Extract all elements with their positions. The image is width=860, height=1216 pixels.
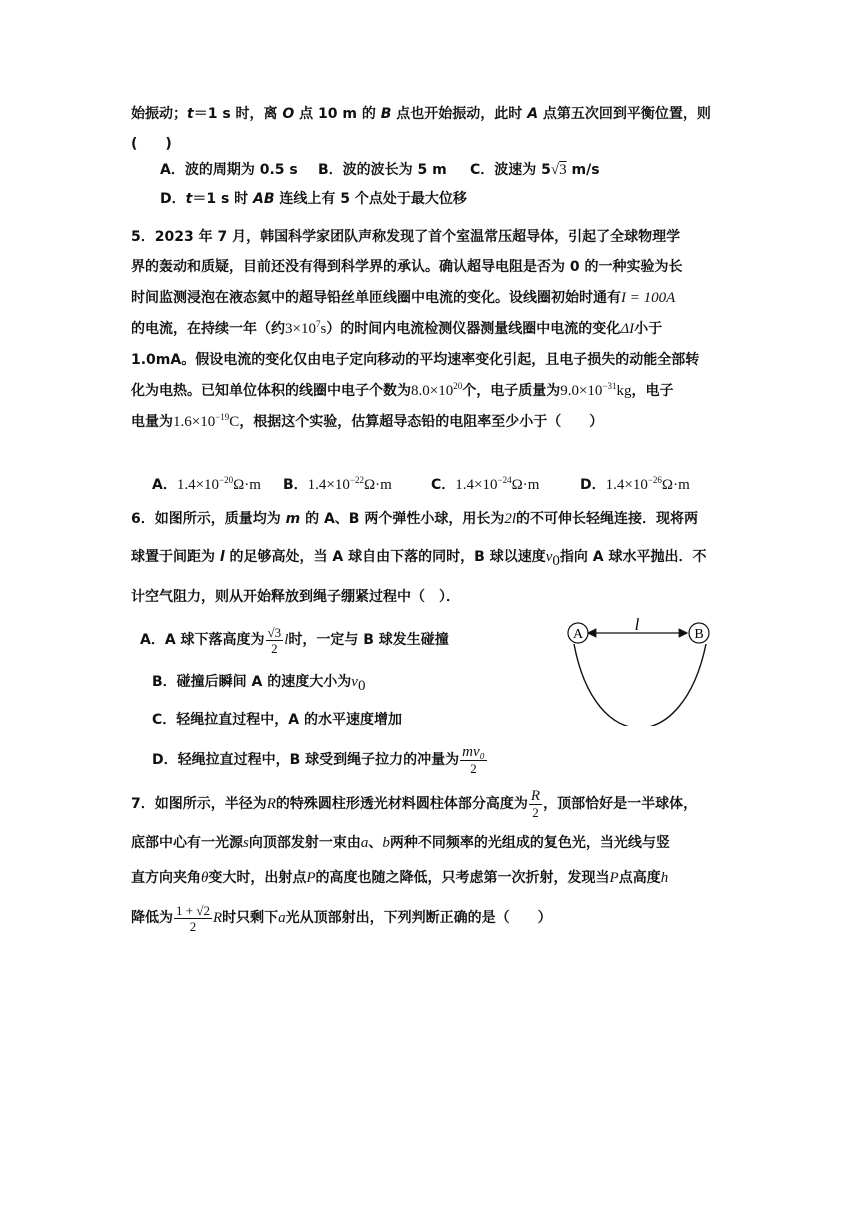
q5-option-b: B．$1.4\times 10^{-22}\Omega\cdot m$ xyxy=(283,475,392,493)
q5-option-c: C．$1.4\times 10^{-24}\Omega\cdot m$ xyxy=(431,475,540,493)
q4-option-c: C．波速为 5√3 m/s xyxy=(470,162,600,178)
ball-a-label: A xyxy=(572,627,584,642)
fraction: $\frac{R}{2}$ xyxy=(530,787,541,820)
fraction: $\frac{1 + √2}{2}$ xyxy=(176,902,210,934)
q7-line-2: 底部中心有一光源s向顶部发射一束由a、b两种不同频率的光组成的复色光，当光线与竖 xyxy=(131,835,670,851)
q4-option-d: D．t＝1 s 时 AB 连线上有 5 个点处于最大位移 xyxy=(160,191,467,207)
q4-answer-paren: ( ) xyxy=(131,136,172,152)
q6-line-2: 球置于间距为 l 的足够高处，当 A 球自由下落的同时，B 球以速度$v_0$指向 A 球水平抛出．不 xyxy=(131,549,707,569)
q5-line-3: 时间监测浸泡在液态氦中的超导铅丝单匝线圈中电流的变化。设线圈初始时通有I = 100A xyxy=(131,290,676,306)
q7-line-3: 直方向夹角θ变大时，出射点P的高度也随之降低，只考虑第一次折射，发现当P点高度h xyxy=(131,870,669,886)
q7-line-4: 降低为 $\frac{1 + √2}{2}$ R时只剩下a光从顶部射出，下列判断正确的是（ ） xyxy=(131,902,552,934)
q6-option-b: B．碰撞后瞬间 A 的速度大小为$v_0$ xyxy=(152,674,366,694)
q5-option-d: D．$1.4\times 10^{-26}\Omega\cdot m$ xyxy=(580,475,690,493)
two-ball-rope-diagram xyxy=(560,616,720,726)
q4-option-a: A．波的周期为 0.5 s xyxy=(160,162,298,178)
q5-line-7: 电量为$1.6\times 10^{-19}C$，根据这个实验，估算超导态铅的电阻率至少小于（ ） xyxy=(131,412,604,430)
q6-option-c: C．轻绳拉直过程中，A 的水平速度增加 xyxy=(152,712,402,728)
q5-line-2: 界的轰动和质疑，目前还没有得到科学界的承认。确认超导电阻是否为 0 的一种实验为长 xyxy=(131,259,683,275)
q7-line-1: 7．如图所示，半径为R的特殊圆柱形透光材料圆柱体部分高度为 $\frac{R}{2}$ ，顶部恰好是一半球体， xyxy=(131,787,698,820)
ball-b-label: B xyxy=(694,627,704,642)
q6-line-1: 6．如图所示，质量均为 m 的 A、B 两个弹性小球，用长为2l的不可伸长轻绳连接．现将两 xyxy=(131,511,699,527)
distance-label: l xyxy=(634,616,640,634)
rope xyxy=(574,644,706,726)
q4-line-1: 始振动；t＝1 s 时，离 O 点 10 m 的 B 点也开始振动，此时 A 点第五次回到平衡位置，则 xyxy=(131,106,711,122)
q5-line-5: 1.0mA。假设电流的变化仅由电子定向移动的平均速率变化引起，且电子损失的动能全部转 xyxy=(131,352,700,368)
q6-option-d: D．轻绳拉直过程中，B 球受到绳子拉力的冲量为 $\frac{\text{mv₀}}{2}$ xyxy=(152,743,485,776)
q5-line-6: 化为电热。已知单位体积的线圈中电子个数为$8.0\times 10^{20}$个，电子质量为$9.0\times 10^{-31}kg$，电子 xyxy=(131,381,674,399)
fraction: $\frac{√3}{2}$ xyxy=(267,624,282,656)
q6-line-3: 计空气阻力，则从开始释放到绳子绷紧过程中（ ）． xyxy=(131,589,460,605)
q5-line-1: 5．2023 年 7 月，韩国科学家团队声称发现了首个室温常压超导体，引起了全球物理学 xyxy=(131,229,681,245)
fraction: $\frac{\text{mv₀}}{2}$ xyxy=(462,743,485,776)
q5-option-a: A．$1.4\times 10^{-20}\Omega\cdot m$ xyxy=(152,475,261,493)
q5-line-4: 的电流，在持续一年（约$3\times 10^7s$）的时间内电流检测仪器测量线圈中电流的变化ΔI小于 xyxy=(131,319,663,337)
q4-option-b: B．波的波长为 5 m xyxy=(318,162,447,178)
q6-option-a: A．A 球下落高度为 $\frac{√3}{2}$ l时，一定与 B 球发生碰撞 xyxy=(140,624,449,656)
